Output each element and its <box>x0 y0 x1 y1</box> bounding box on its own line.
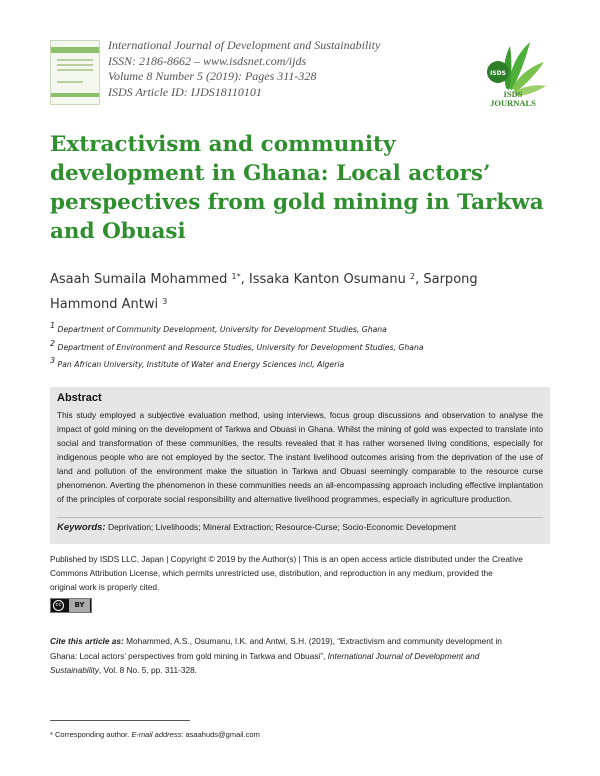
footnote-prefix: * Corresponding author. <box>50 730 132 739</box>
keywords-label: Keywords: <box>57 522 106 533</box>
abstract-heading: Abstract <box>57 392 102 404</box>
citation-text: Mohammed, A.S., Osumanu, I.K. and Antwi, S.H. (2019), “Extractivism and community development in <box>123 636 502 646</box>
affiliations <box>50 319 424 372</box>
abstract-text: This study employed a subjective evaluation method, using interviews, focus group discussions and observation to analyse the impact of gold mining on the development of Tarkwa and Obuasi in Ghana. Whilst the mining of gold was expected to translate into social and transformation of these communities, the results revealed that it has rather worsened living conditions, especially for indigenous people who are not employed by the sector. The instant livelihood outcomes arising from the deprivation of the use of land and pollution of the environment make the situation in Tarkwa and Obuasi seemingly comparable to the resource curse phenomenon. Averting the phenomenon in these communities needs an all-encompassing approach including effective implantation of the principles of corporate social responsibility and alternative livelihood programmes, especially in agriculture production. <box>57 410 543 504</box>
cc-icon: cc <box>53 600 64 611</box>
author-name: , Issaka Kanton Osumanu <box>240 272 411 287</box>
citation-text: Ghana: Local actors’ perspectives from gold mining in Tarkwa and Obuasi”, <box>50 650 328 661</box>
citation <box>50 634 550 678</box>
license-notice <box>50 552 550 594</box>
title-line: perspectives from gold mining in Tarkwa <box>50 190 544 215</box>
paper-title <box>50 130 550 246</box>
license-line: original work is properly cited. <box>50 582 160 592</box>
journal-info <box>108 38 380 100</box>
title-line: development in Ghana: Local actors’ <box>50 161 491 186</box>
logo-text-bottom: JOURNALS <box>490 98 536 108</box>
footnote <box>50 730 260 739</box>
cc-by-badge[interactable] <box>50 598 92 613</box>
journal-cover-thumbnail <box>50 40 100 105</box>
license-line: Published by ISDS LLC, Japan | Copyright © 2019 by the Author(s) | This is an open access article distributed under the Creative <box>50 554 523 564</box>
abstract-box <box>50 387 550 544</box>
title-line: Extractivism and community <box>50 132 396 157</box>
citation-journal: Sustainability <box>50 665 99 675</box>
logo-caption <box>478 90 548 108</box>
email-label: E-mail address: <box>131 730 184 739</box>
affiliation-item <box>50 337 424 355</box>
affiliation-number: 2 <box>50 338 56 348</box>
journal-name: International Journal of Development and Sustainability <box>108 38 381 52</box>
citation-label: Cite this article as: <box>50 636 124 646</box>
journal-issn: ISSN: 2186-8662 – www.isdsnet.com/ijds <box>108 53 307 68</box>
affiliation-number: 3 <box>50 356 56 365</box>
article-id: ISDS Article ID: IJDS18110101 <box>108 84 262 99</box>
svg-text:ISDS: ISDS <box>490 70 506 77</box>
keywords-list: Deprivation; Livelihoods; Mineral Extraction; Resource-Curse; Socio-Economic Development <box>105 522 457 532</box>
affiliation-text: Department of Community Development, University for Development Studies, Ghana <box>55 325 387 334</box>
affiliation-text: Department of Environment and Resource Studies, University for Development Studies, Ghana <box>55 342 424 352</box>
author-affil-mark: 1* <box>231 272 241 281</box>
journal-volume: Volume 8 Number 5 (2019): Pages 311-328 <box>108 69 317 83</box>
license-line: Commons Attribution License, which permits unrestricted use, distribution, and reproduction in any medium, provided the <box>50 568 493 578</box>
author-affil-mark: 3 <box>162 297 168 306</box>
affiliation-text: Pan African University, Institute of Water and Energy Sciences incl, Algeria <box>55 360 345 369</box>
citation-text: , Vol. 8 No. 5, pp. 311-328. <box>98 665 197 675</box>
affiliation-number: 1 <box>50 321 56 330</box>
by-label: BY <box>69 599 90 612</box>
author-affil-mark: 2 <box>410 272 416 281</box>
title-line: and Obuasi <box>50 219 186 244</box>
author-list <box>50 266 550 316</box>
abstract-divider <box>57 517 543 518</box>
email-link[interactable]: asaahuds@gmail.com <box>183 730 260 739</box>
affiliation-item <box>50 354 424 372</box>
logo-text-top: ISDS <box>503 89 523 99</box>
author-name: , Sarpong <box>415 272 478 287</box>
footnote-divider <box>50 720 190 721</box>
citation-journal: International Journal of Development and <box>327 650 480 661</box>
keywords <box>57 522 456 533</box>
author-name: Hammond Antwi <box>50 297 163 312</box>
affiliation-item <box>50 319 424 337</box>
author-name: Asaah Sumaila Mohammed <box>50 272 232 287</box>
